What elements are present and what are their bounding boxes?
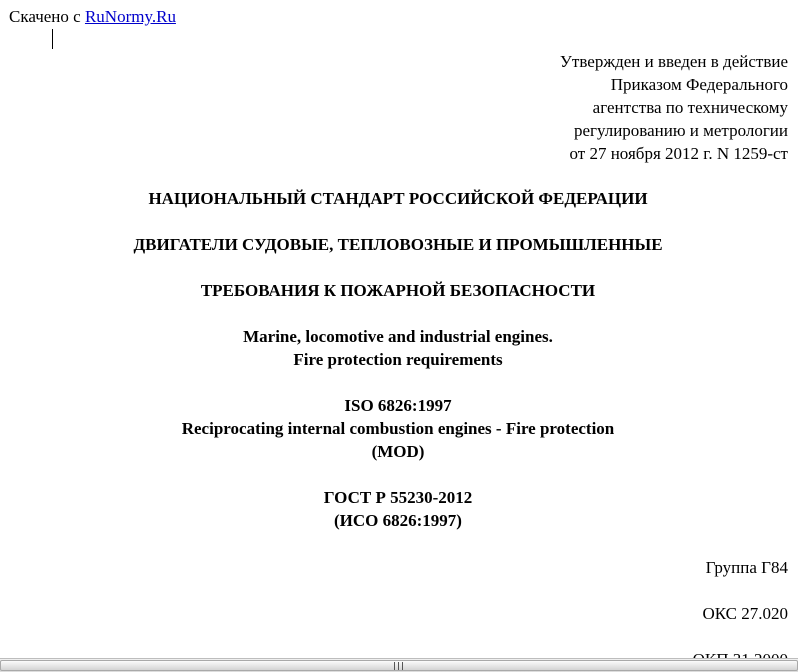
iso-code: ISO 6826:1997	[344, 396, 452, 415]
group-code: Группа Г84	[705, 558, 788, 577]
scrollbar-thumb[interactable]	[0, 660, 798, 671]
english-title-line-1: Marine, locomotive and industrial engines.	[243, 327, 553, 346]
horizontal-scrollbar[interactable]	[0, 658, 798, 672]
english-title-line-2: Fire protection requirements	[293, 350, 503, 369]
gost-code: ГОСТ Р 55230-2012	[323, 488, 473, 507]
approval-line-4: регулированию и метрологии	[573, 121, 788, 140]
approval-line-2: Приказом Федерального	[610, 75, 788, 94]
scrollbar-grip-icon	[394, 662, 403, 670]
gost-iso-ref: (ИСО 6826:1997)	[334, 511, 462, 530]
approval-line-1: Утвержден и введен в действие	[559, 52, 788, 71]
runormy-link[interactable]: RuNormy.Ru	[84, 7, 176, 26]
standard-heading: НАЦИОНАЛЬНЫЙ СТАНДАРТ РОССИЙСКОЙ ФЕДЕРАЦИИ	[148, 189, 648, 208]
text-cursor	[52, 29, 53, 49]
iso-mod: (MOD)	[371, 442, 425, 461]
requirements-heading: ТРЕБОВАНИЯ К ПОЖАРНОЙ БЕЗОПАСНОСТИ	[200, 281, 596, 300]
download-source-line	[9, 6, 176, 28]
iso-name: Reciprocating internal combustion engines - Fire protection	[181, 419, 615, 438]
download-source-prefix: Скачено с	[9, 7, 81, 26]
oks-code: ОКС 27.020	[702, 604, 788, 623]
subject-heading: ДВИГАТЕЛИ СУДОВЫЕ, ТЕПЛОВОЗНЫЕ И ПРОМЫШЛЕННЫЕ	[133, 235, 663, 254]
approval-line-5: от 27 ноября 2012 г. N 1259-ст	[569, 144, 788, 163]
approval-line-3: агентства по техническому	[592, 98, 788, 117]
